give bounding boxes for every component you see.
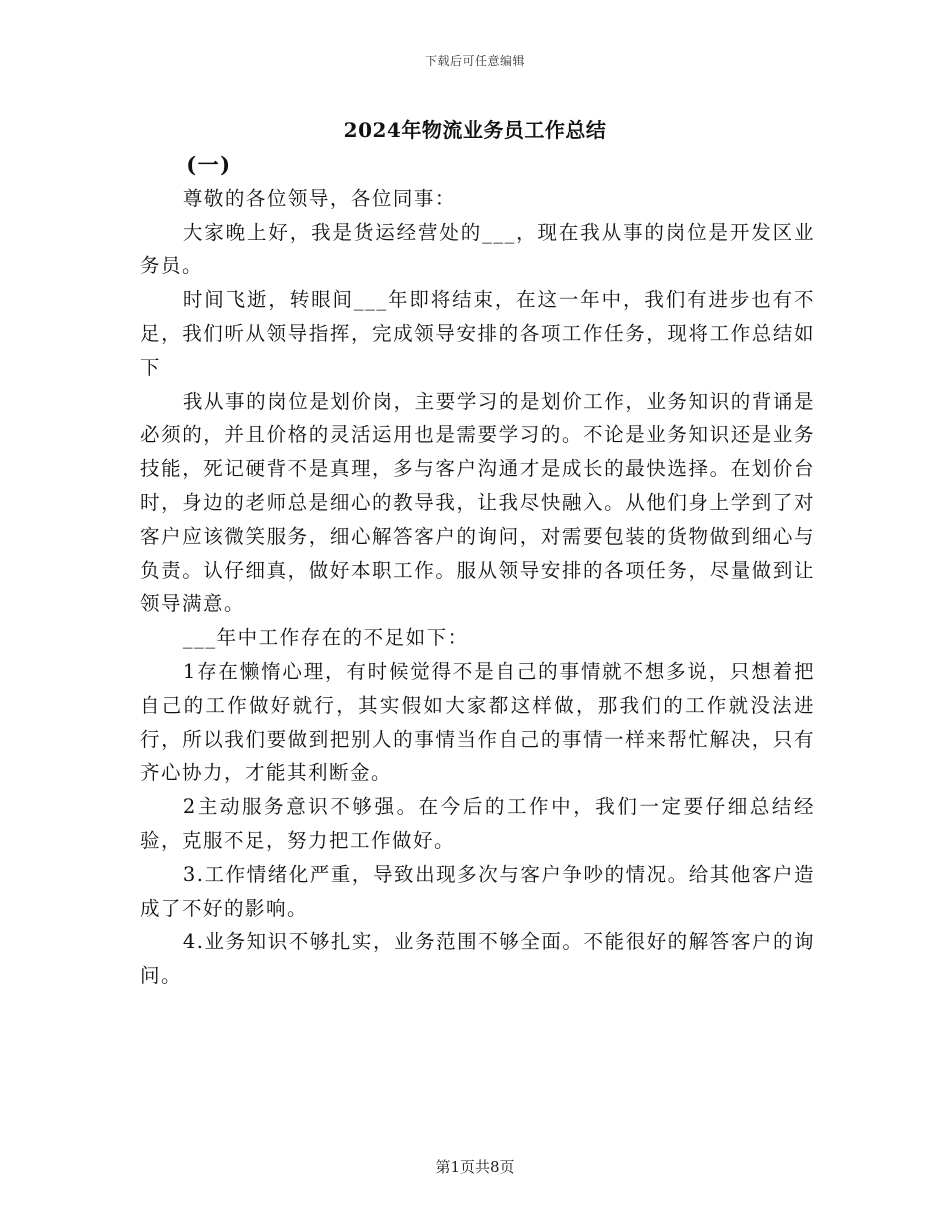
- intro-paragraph: 大家晚上好，我是货运经营处的___，现在我从事的岗位是开发区业务员。: [140, 220, 815, 278]
- header-note: 下载后可任意编辑: [424, 54, 525, 68]
- shortcomings-heading: ___年中工作存在的不足如下：: [182, 626, 469, 650]
- section-label: (一): [186, 152, 232, 177]
- shortcoming-item-3: 3.工作情绪化严重，导致出现多次与客户争吵的情况。给其他客户造成了不好的影响。: [140, 862, 815, 920]
- work-description-paragraph: 我从事的岗位是划价岗，主要学习的是划价工作，业务知识的背诵是必须的，并且价格的灵活运用也是需要学习的。不论是业务知识还是业务技能，死记硬背不是真理，多与客户沟通才是成长的最快选择。在划价台时，身边的老师总是细心的教导我，让我尽快融入。从他们身上学到了对客户应该微笑服务，细心解答客户的询问，对需要包装的货物做到细心与负责。认仔细真，做好本职工作。服从领导安排的各项任务，尽量做到让领导满意。: [140, 389, 815, 616]
- salutation-paragraph: 尊敬的各位领导，各位同事：: [182, 186, 456, 210]
- document-body: [140, 148, 815, 993]
- document-title: 2024年物流业务员工作总结: [343, 118, 607, 142]
- shortcoming-item-2: 2主动服务意识不够强。在今后的工作中，我们一定要仔细总结经验，克服不足，努力把工作做好。: [140, 795, 815, 852]
- page-number: 第1页共8页: [435, 1158, 515, 1176]
- shortcoming-item-4: 4.业务知识不够扎实，业务范围不够全面。不能很好的解答客户的询问。: [140, 930, 815, 988]
- overview-paragraph: 时间飞逝，转眼间___年即将结束，在这一年中，我们有进步也有不足，我们听从领导指挥，完成领导安排的各项工作任务，现将工作总结如下: [140, 288, 815, 379]
- shortcoming-item-1: 1存在懒惰心理，有时候觉得不是自己的事情就不想多说，只想着把自己的工作做好就行，其实假如大家都这样做，那我们的工作就没法进行，所以我们要做到把别人的事情当作自己的事情一样来帮忙解决，只有齐心协力，才能其利断金。: [140, 659, 815, 785]
